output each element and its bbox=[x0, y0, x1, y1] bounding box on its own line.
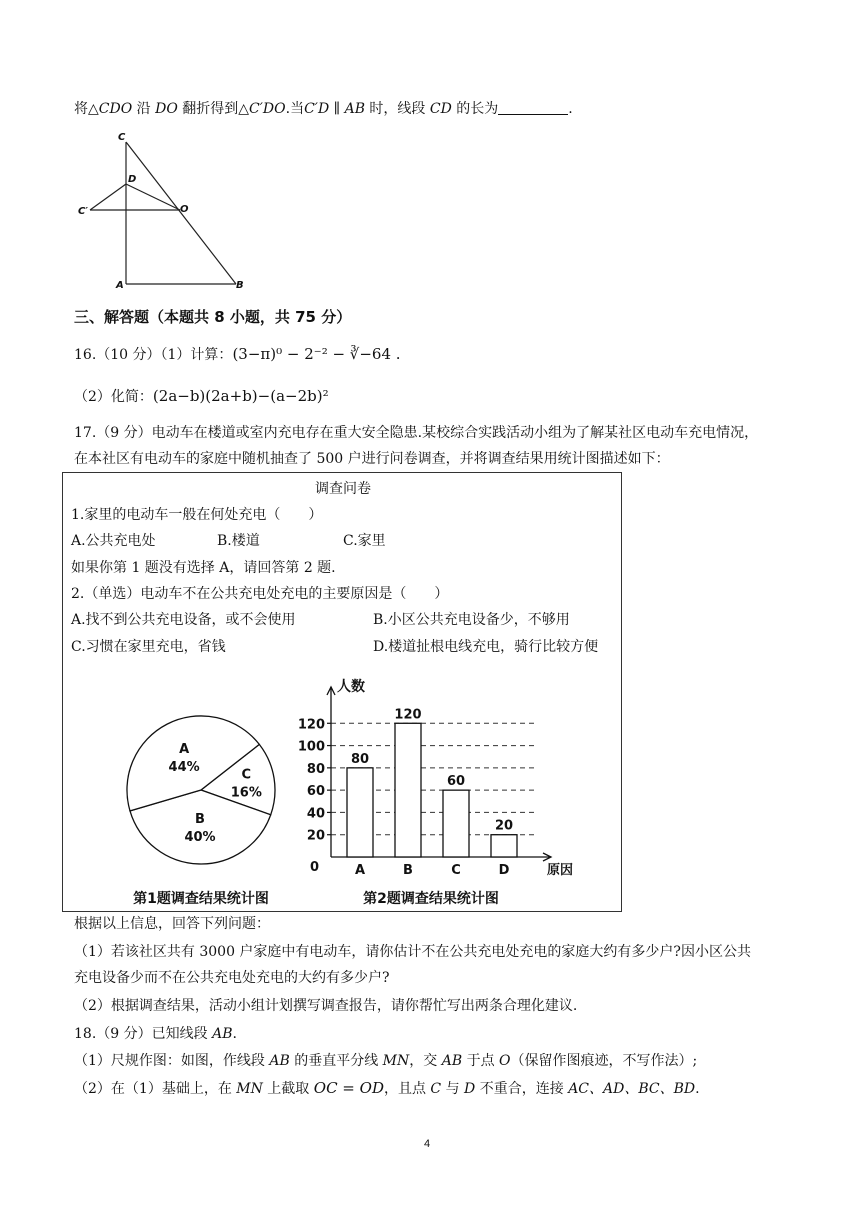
y-tick-20: 20 bbox=[306, 828, 325, 844]
survey-q1-option-b: B.楼道 bbox=[217, 533, 260, 549]
q15-text: 将△CDO 沿 DO 翻折得到△C′DO.当C′D ∥ AB 时，线段 CD 的长为 . bbox=[74, 101, 573, 117]
q17-line1: 17.（9 分）电动车在楼道或室内充电存在重大安全隐患.某校综合实践活动小组为了解某社区电动车充电情况， bbox=[74, 425, 759, 441]
q18-line3: （2）在（1）基础上，在 MN 上截取 OC = OD，且点 C 与 D 不重合，连接 AC、AD、BC、BD. bbox=[74, 1079, 700, 1097]
survey-q2-option-a: A.找不到公共充电设备，或不会使用 bbox=[71, 612, 296, 628]
survey-q2-option-c: C.习惯在家里充电，省钱 bbox=[71, 639, 226, 655]
bar-a bbox=[347, 768, 373, 857]
bar-ylabel: 人数 bbox=[337, 679, 365, 695]
q17-sub2: （2）根据调查结果，活动小组计划撰写调查报告，请你帮忙写出两条合理化建议. bbox=[74, 998, 578, 1014]
y-tick-0: 0 bbox=[309, 860, 319, 875]
pie-label-a: A bbox=[179, 742, 190, 758]
x-tick-c: C bbox=[451, 863, 461, 878]
x-tick-a: A bbox=[354, 863, 366, 878]
segment-dcp bbox=[90, 184, 126, 210]
pie-chart bbox=[83, 693, 313, 908]
survey-q2-option-b: B.小区公共充电设备少，不够用 bbox=[373, 612, 570, 628]
bar-xlabel: 原因 bbox=[547, 863, 574, 878]
pie-label-c: C bbox=[241, 767, 252, 783]
q16-part2: （2）化简：(2a−b)(2a+b)−(a−2b)² bbox=[74, 387, 329, 405]
label-b: B bbox=[236, 280, 244, 291]
triangle-figure bbox=[70, 128, 260, 294]
expr1: (3−π)⁰ − 2⁻² − ∛−64 . bbox=[232, 345, 401, 363]
q17-sub1-line2: 充电设备少而不在公共充电处充电的大约有多少户? bbox=[74, 970, 390, 986]
q17-after: 根据以上信息，回答下列问题： bbox=[74, 916, 270, 932]
bar-value-b: 120 bbox=[394, 707, 422, 723]
bar-b bbox=[395, 723, 421, 857]
bar-d bbox=[491, 835, 517, 857]
bar-value-d: 20 bbox=[494, 818, 514, 834]
label-c: C bbox=[118, 132, 126, 143]
y-tick-80: 80 bbox=[306, 761, 325, 777]
pie-value-c: 16% bbox=[230, 785, 262, 801]
q17-line2: 在本社区有电动车的家庭中随机抽查了 500 户进行问卷调查，并将调查结果用统计图描述如下： bbox=[74, 451, 670, 467]
x-tick-b: B bbox=[403, 863, 413, 878]
pie-value-a: 44% bbox=[168, 760, 200, 776]
segment-do bbox=[126, 184, 180, 210]
q17-sub1-line1: （1）若该社区共有 3000 户家庭中有电动车，请你估计不在公共充电处充电的家庭大约有多少户?因小区公共 bbox=[74, 944, 751, 960]
answer-blank bbox=[498, 100, 568, 115]
q18-line2: （1）尺规作图：如图，作线段 AB 的垂直平分线 MN，交 AB 于点 O（保留作图痕迹，不写作法）; bbox=[74, 1053, 698, 1069]
y-tick-100: 100 bbox=[297, 739, 325, 755]
q18-line1: 18.（9 分）已知线段 AB. bbox=[74, 1026, 237, 1042]
bar-chart bbox=[291, 665, 611, 910]
page-number: 4 bbox=[424, 1138, 431, 1150]
y-tick-120: 120 bbox=[297, 717, 325, 733]
bar-value-c: 60 bbox=[446, 774, 466, 790]
bar-value-a: 80 bbox=[350, 751, 370, 767]
x-tick-d: D bbox=[498, 863, 510, 878]
label-d: D bbox=[128, 174, 137, 185]
survey-q2-option-d: D.楼道扯根电线充电，骑行比较方便 bbox=[373, 639, 599, 655]
y-tick-60: 60 bbox=[306, 784, 325, 800]
survey-q1-option-c: C.家里 bbox=[343, 533, 386, 549]
pie-label-b: B bbox=[195, 812, 205, 827]
pie-value-b: 40% bbox=[184, 830, 216, 845]
expr2: (2a−b)(2a+b)−(a−2b)² bbox=[152, 387, 329, 405]
label-a: A bbox=[116, 280, 124, 291]
bar-c bbox=[443, 790, 469, 857]
survey-box bbox=[62, 472, 622, 912]
survey-title: 调查问卷 bbox=[315, 481, 371, 497]
label-o: O bbox=[180, 204, 189, 215]
bar-caption: 第2题调查结果统计图 bbox=[363, 891, 499, 907]
label-cp: C′ bbox=[78, 206, 88, 217]
pie-caption: 第1题调查结果统计图 bbox=[133, 891, 269, 907]
survey-q2: 2.（单选）电动车不在公共充电处充电的主要原因是（ ） bbox=[71, 586, 449, 602]
q16-part1: 16.（10 分）（1）计算：(3−π)⁰ − 2⁻² − ∛−64 . bbox=[74, 345, 401, 363]
section-heading: 三、解答题（本题共 8 小题，共 75 分） bbox=[74, 308, 352, 326]
survey-q1-option-a: A.公共充电处 bbox=[71, 533, 156, 549]
survey-q1: 1.家里的电动车一般在何处充电（ ） bbox=[71, 507, 323, 523]
y-tick-40: 40 bbox=[306, 806, 325, 822]
survey-note: 如果你第 1 题没有选择 A，请回答第 2 题. bbox=[71, 560, 336, 576]
